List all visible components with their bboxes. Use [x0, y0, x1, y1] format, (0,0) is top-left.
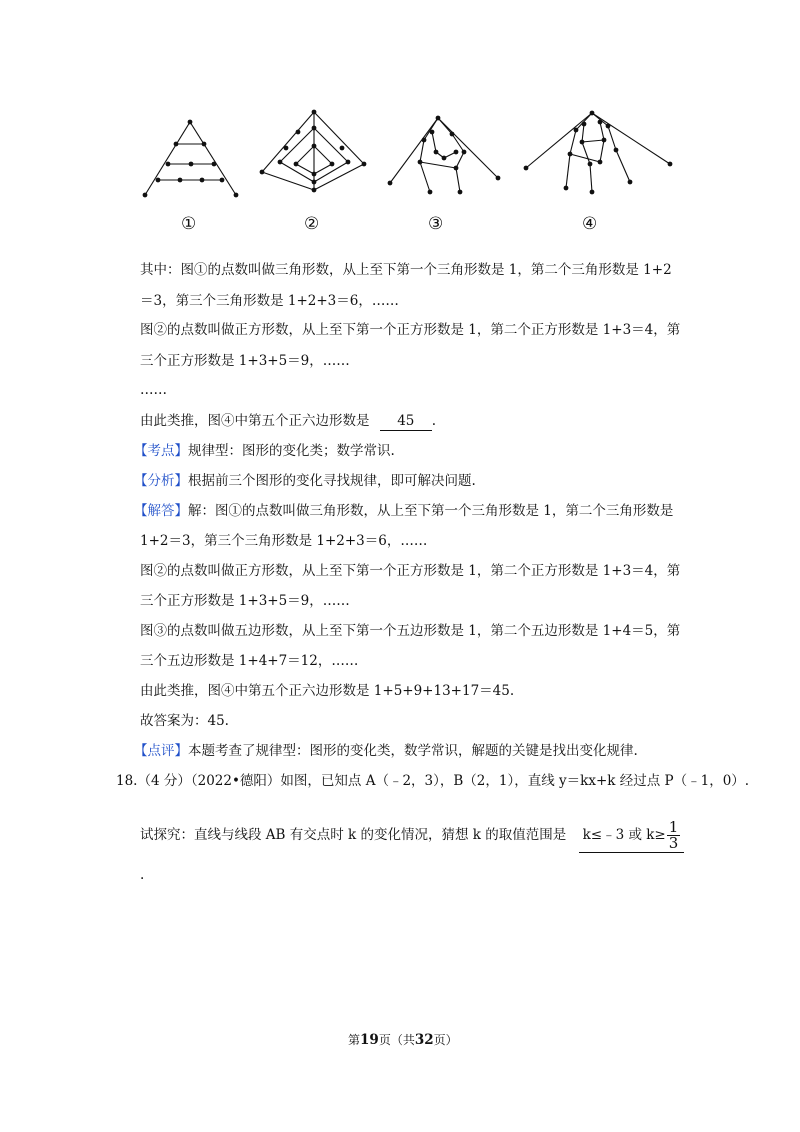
fraction-numerator: 1 — [668, 818, 679, 836]
question-18-line-2 — [140, 818, 684, 853]
figure-label-2: ② — [304, 214, 320, 234]
jieda-line-3: 图②的点数叫做正方形数，从上至下第一个正方形数是 1，第二个正方形数是 1+3＝4，第 — [140, 563, 681, 579]
dianping-text: 本题考查了规律型：图形的变化类，数学常识，解题的关键是找出变化规律. — [188, 743, 638, 759]
fenxi-tag: 【分析】 — [134, 473, 188, 489]
jieda-line-4: 三个正方形数是 1+3+5＝9，…… — [140, 593, 350, 609]
answer-line-prefix: 由此类推，图④中第五个正六边形数是 — [140, 413, 370, 429]
footer-total-pages: 32 — [414, 1032, 434, 1048]
text-line-1: 其中：图①的点数叫做三角形数，从上至下第一个三角形数是 1，第二个三角形数是 1+2 — [140, 262, 672, 278]
fenxi-line — [134, 472, 476, 490]
text-line-2: ＝3，第三个三角形数是 1+2+3＝6，…… — [140, 293, 399, 309]
page-footer — [348, 1031, 458, 1049]
fraction-denominator: 3 — [668, 834, 679, 852]
jieda-line-7: 由此类推，图④中第五个正六边形数是 1+5+9+13+17＝45. — [140, 683, 515, 699]
question-18-answer — [579, 818, 685, 853]
jieda-line-5: 图③的点数叫做五边形数，从上至下第一个五边形数是 1，第二个五边形数是 1+4＝5，第 — [140, 623, 681, 639]
footer-page-number: 19 — [360, 1032, 379, 1048]
figure-label-3: ③ — [428, 214, 444, 234]
kaodian-tag: 【考点】 — [134, 443, 188, 459]
answer-blank: 45 — [380, 412, 432, 431]
text-line-4: 三个正方形数是 1+3+5＝9，…… — [140, 353, 350, 369]
question-18-period: . — [140, 867, 145, 883]
footer-middle: 页（共 — [378, 1033, 415, 1047]
figure-label-4: ④ — [582, 214, 598, 234]
jieda-text-1: 解：图①的点数叫做三角形数，从上至下第一个三角形数是 1，第二个三角形数是 — [188, 503, 674, 519]
text-line-3: 图②的点数叫做正方形数，从上至下第一个正方形数是 1，第二个正方形数是 1+3＝4，第 — [140, 322, 681, 338]
footer-prefix: 第 — [348, 1033, 361, 1047]
figure-3-pentagon — [390, 118, 498, 192]
jieda-tag: 【解答】 — [134, 503, 188, 519]
fenxi-text: 根据前三个图形的变化寻找规律，即可解决问题. — [188, 473, 476, 489]
dianping-line — [134, 742, 638, 760]
question-18: 18.（4 分）（2022•德阳）如图，已知点 A（﹣2，3），B（2，1），直线 y＝kx+k 经过点 P（﹣1，0）. — [116, 773, 750, 789]
footer-suffix: 页） — [433, 1033, 458, 1047]
answer-line-suffix: . — [431, 413, 437, 429]
figure-1-triangle — [145, 122, 236, 195]
jieda-line-8: 故答案为：45. — [140, 713, 229, 729]
pattern-figures — [0, 0, 800, 240]
figure-4-hexagon — [526, 113, 670, 192]
jieda-line-1 — [134, 502, 673, 520]
fraction-one-third — [667, 820, 681, 851]
question-18-answer-text: k≤﹣3 或 k≥ — [582, 827, 666, 843]
question-18-prefix: 试探究：直线与线段 AB 有交点时 k 的变化情况，猜想 k 的取值范围是 — [140, 827, 567, 843]
text-line-5: …… — [140, 382, 167, 398]
dianping-tag: 【点评】 — [134, 743, 188, 759]
jieda-line-6: 三个五边形数是 1+4+7＝12，…… — [140, 653, 359, 669]
answer-line — [140, 412, 436, 431]
kaodian-text: 规律型：图形的变化类；数学常识. — [188, 443, 395, 459]
kaodian-line — [134, 442, 395, 460]
figure-label-1: ① — [181, 214, 197, 234]
jieda-line-2: 1+2＝3，第三个三角形数是 1+2+3＝6，…… — [140, 533, 428, 549]
